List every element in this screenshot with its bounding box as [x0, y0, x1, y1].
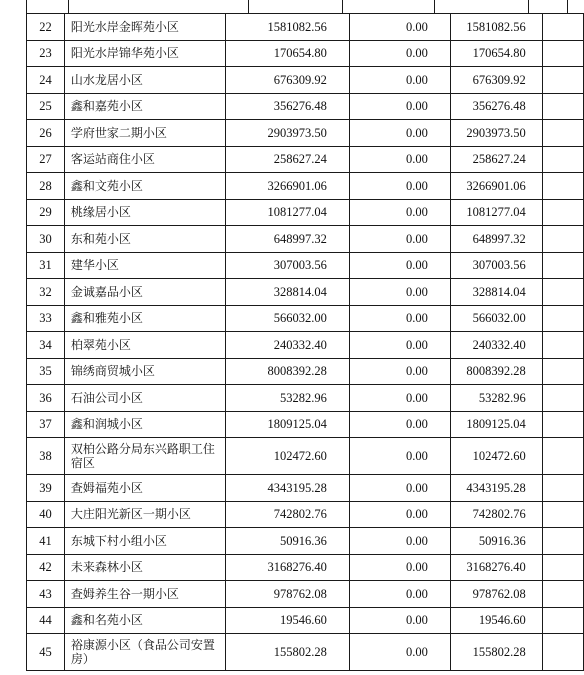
- row-name: 鑫和名苑小区: [64, 607, 225, 634]
- row-name: 桃缘居小区: [64, 199, 225, 226]
- row-name: 阳光水岸锦华苑小区: [64, 40, 225, 67]
- row-amount: 50916.36: [226, 528, 350, 555]
- row-empty: [542, 581, 583, 608]
- table-row: [27, 581, 584, 608]
- row-amount: 328814.04: [226, 279, 350, 306]
- row-zero: 0.00: [349, 501, 450, 528]
- row-amount: 742802.76: [226, 501, 350, 528]
- row-zero: 0.00: [349, 40, 450, 67]
- row-index: 31: [27, 252, 65, 279]
- top-divider-5: [434, 0, 435, 14]
- row-total: 356276.48: [450, 93, 542, 120]
- row-name: 锦绣商贸城小区: [64, 358, 225, 385]
- row-name: 鑫和雅苑小区: [64, 305, 225, 332]
- row-index: 25: [27, 93, 65, 120]
- table-row: [27, 14, 584, 41]
- row-name: 柏翠苑小区: [64, 332, 225, 359]
- row-index: 35: [27, 358, 65, 385]
- row-empty: [542, 67, 583, 94]
- table-row: [27, 634, 584, 671]
- row-empty: [542, 173, 583, 200]
- row-total: 1581082.56: [450, 14, 542, 41]
- row-total: 2903973.50: [450, 120, 542, 147]
- row-zero: 0.00: [349, 14, 450, 41]
- row-total: 155802.28: [450, 634, 542, 671]
- row-index: 40: [27, 501, 65, 528]
- table-row: [27, 305, 584, 332]
- row-total: 3168276.40: [450, 554, 542, 581]
- row-name: 石油公司小区: [64, 385, 225, 412]
- row-amount: 307003.56: [226, 252, 350, 279]
- table-row: [27, 607, 584, 634]
- row-amount: 3168276.40: [226, 554, 350, 581]
- row-index: 44: [27, 607, 65, 634]
- row-name: 大庄阳光新区一期小区: [64, 501, 225, 528]
- row-zero: 0.00: [349, 226, 450, 253]
- top-divider-3: [248, 0, 249, 14]
- row-name: 鑫和润城小区: [64, 411, 225, 438]
- row-name: 裕康源小区（食品公司安置房）: [64, 634, 225, 671]
- row-amount: 1809125.04: [226, 411, 350, 438]
- row-empty: [542, 226, 583, 253]
- table-row: [27, 501, 584, 528]
- row-empty: [542, 475, 583, 502]
- row-zero: 0.00: [349, 120, 450, 147]
- row-amount: 102472.60: [226, 438, 350, 475]
- row-zero: 0.00: [349, 93, 450, 120]
- row-empty: [542, 634, 583, 671]
- row-amount: 566032.00: [226, 305, 350, 332]
- row-zero: 0.00: [349, 528, 450, 555]
- table-row: [27, 226, 584, 253]
- row-empty: [542, 252, 583, 279]
- row-index: 30: [27, 226, 65, 253]
- row-name: 东和苑小区: [64, 226, 225, 253]
- row-zero: 0.00: [349, 67, 450, 94]
- row-zero: 0.00: [349, 199, 450, 226]
- data-table: [26, 13, 584, 671]
- row-zero: 0.00: [349, 332, 450, 359]
- row-total: 307003.56: [450, 252, 542, 279]
- table-row: [27, 67, 584, 94]
- row-total: 648997.32: [450, 226, 542, 253]
- table-row: [27, 173, 584, 200]
- row-total: 1809125.04: [450, 411, 542, 438]
- row-name: 建华小区: [64, 252, 225, 279]
- row-total: 3266901.06: [450, 173, 542, 200]
- row-zero: 0.00: [349, 305, 450, 332]
- row-empty: [542, 305, 583, 332]
- row-empty: [542, 146, 583, 173]
- row-empty: [542, 332, 583, 359]
- row-empty: [542, 40, 583, 67]
- top-divider-7: [567, 0, 568, 14]
- row-empty: [542, 554, 583, 581]
- row-total: 566032.00: [450, 305, 542, 332]
- row-name: 阳光水岸金晖苑小区: [64, 14, 225, 41]
- table-row: [27, 332, 584, 359]
- table-row: [27, 146, 584, 173]
- row-index: 36: [27, 385, 65, 412]
- row-zero: 0.00: [349, 358, 450, 385]
- row-empty: [542, 501, 583, 528]
- row-total: 8008392.28: [450, 358, 542, 385]
- table-row: [27, 475, 584, 502]
- table-row: [27, 528, 584, 555]
- row-total: 102472.60: [450, 438, 542, 475]
- row-name: 未来森林小区: [64, 554, 225, 581]
- row-amount: 1081277.04: [226, 199, 350, 226]
- table-row: [27, 554, 584, 581]
- row-name: 鑫和文苑小区: [64, 173, 225, 200]
- row-empty: [542, 358, 583, 385]
- row-amount: 356276.48: [226, 93, 350, 120]
- row-name: 双柏公路分局东兴路职工住宿区: [64, 438, 225, 475]
- row-empty: [542, 528, 583, 555]
- row-total: 4343195.28: [450, 475, 542, 502]
- row-empty: [542, 279, 583, 306]
- row-total: 676309.92: [450, 67, 542, 94]
- row-zero: 0.00: [349, 385, 450, 412]
- row-index: 26: [27, 120, 65, 147]
- row-total: 328814.04: [450, 279, 542, 306]
- row-amount: 2903973.50: [226, 120, 350, 147]
- row-amount: 1581082.56: [226, 14, 350, 41]
- row-total: 19546.60: [450, 607, 542, 634]
- row-zero: 0.00: [349, 252, 450, 279]
- row-name: 学府世家二期小区: [64, 120, 225, 147]
- row-total: 978762.08: [450, 581, 542, 608]
- row-index: 28: [27, 173, 65, 200]
- row-name: 查姆福苑小区: [64, 475, 225, 502]
- row-zero: 0.00: [349, 607, 450, 634]
- row-name: 客运站商住小区: [64, 146, 225, 173]
- row-zero: 0.00: [349, 554, 450, 581]
- row-index: 45: [27, 634, 65, 671]
- row-index: 24: [27, 67, 65, 94]
- row-zero: 0.00: [349, 279, 450, 306]
- row-amount: 8008392.28: [226, 358, 350, 385]
- row-amount: 155802.28: [226, 634, 350, 671]
- row-name: 东城下村小组小区: [64, 528, 225, 555]
- top-divider-2: [68, 0, 69, 14]
- row-name: 山水龙居小区: [64, 67, 225, 94]
- table-row: [27, 93, 584, 120]
- row-index: 27: [27, 146, 65, 173]
- row-index: 33: [27, 305, 65, 332]
- table-row: [27, 279, 584, 306]
- row-empty: [542, 438, 583, 475]
- row-amount: 53282.96: [226, 385, 350, 412]
- table-row: [27, 438, 584, 475]
- row-index: 39: [27, 475, 65, 502]
- row-name: 查姆养生谷一期小区: [64, 581, 225, 608]
- row-zero: 0.00: [349, 438, 450, 475]
- row-empty: [542, 199, 583, 226]
- row-index: 37: [27, 411, 65, 438]
- table-body: [27, 14, 584, 671]
- row-empty: [542, 607, 583, 634]
- row-empty: [542, 93, 583, 120]
- row-index: 43: [27, 581, 65, 608]
- table-row: [27, 199, 584, 226]
- row-index: 34: [27, 332, 65, 359]
- row-zero: 0.00: [349, 146, 450, 173]
- row-total: 258627.24: [450, 146, 542, 173]
- table-row: [27, 120, 584, 147]
- row-index: 23: [27, 40, 65, 67]
- row-total: 742802.76: [450, 501, 542, 528]
- top-divider-1: [26, 0, 27, 14]
- row-zero: 0.00: [349, 475, 450, 502]
- row-amount: 19546.60: [226, 607, 350, 634]
- row-index: 38: [27, 438, 65, 475]
- row-total: 1081277.04: [450, 199, 542, 226]
- row-empty: [542, 14, 583, 41]
- table-row: [27, 40, 584, 67]
- table-row: [27, 358, 584, 385]
- row-zero: 0.00: [349, 173, 450, 200]
- row-amount: 676309.92: [226, 67, 350, 94]
- row-zero: 0.00: [349, 411, 450, 438]
- row-amount: 4343195.28: [226, 475, 350, 502]
- row-index: 42: [27, 554, 65, 581]
- row-index: 32: [27, 279, 65, 306]
- row-index: 29: [27, 199, 65, 226]
- table-row: [27, 385, 584, 412]
- row-amount: 648997.32: [226, 226, 350, 253]
- top-divider-6: [528, 0, 529, 14]
- table-row: [27, 411, 584, 438]
- row-empty: [542, 411, 583, 438]
- row-amount: 258627.24: [226, 146, 350, 173]
- row-name: 鑫和嘉苑小区: [64, 93, 225, 120]
- row-empty: [542, 385, 583, 412]
- row-total: 170654.80: [450, 40, 542, 67]
- row-total: 50916.36: [450, 528, 542, 555]
- row-name: 金诚嘉品小区: [64, 279, 225, 306]
- row-amount: 3266901.06: [226, 173, 350, 200]
- top-divider-4: [342, 0, 343, 14]
- row-total: 53282.96: [450, 385, 542, 412]
- row-zero: 0.00: [349, 581, 450, 608]
- row-amount: 170654.80: [226, 40, 350, 67]
- row-index: 22: [27, 14, 65, 41]
- row-total: 240332.40: [450, 332, 542, 359]
- row-zero: 0.00: [349, 634, 450, 671]
- row-empty: [542, 120, 583, 147]
- row-index: 41: [27, 528, 65, 555]
- row-amount: 978762.08: [226, 581, 350, 608]
- row-amount: 240332.40: [226, 332, 350, 359]
- table-row: [27, 252, 584, 279]
